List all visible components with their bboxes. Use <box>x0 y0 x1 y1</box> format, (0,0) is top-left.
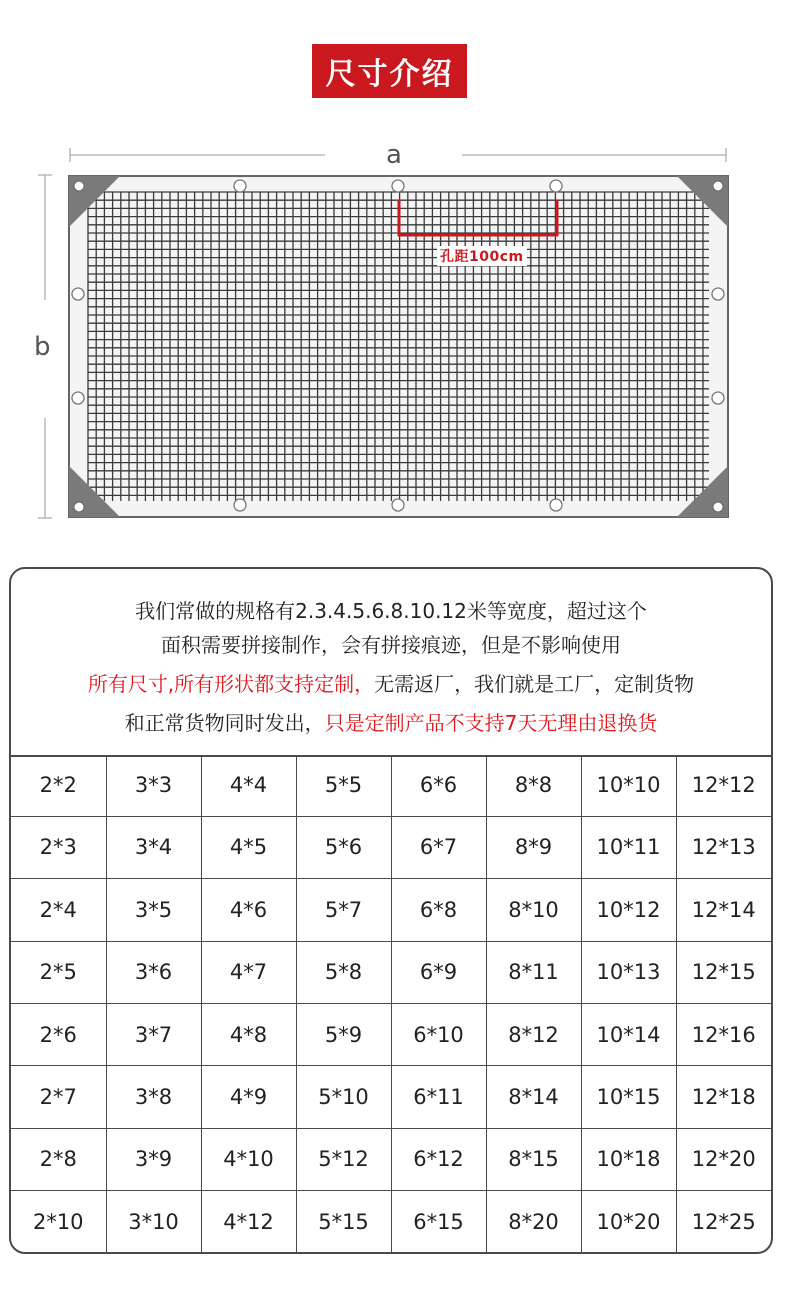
size-cell: 10*18 <box>581 1128 676 1190</box>
size-cell: 8*20 <box>486 1191 581 1252</box>
size-cell: 10*11 <box>581 816 676 878</box>
size-cell: 5*5 <box>296 755 391 816</box>
size-cell: 10*13 <box>581 941 676 1003</box>
size-cell: 2*8 <box>11 1128 106 1190</box>
size-cell: 3*3 <box>106 755 201 816</box>
return-policy-notice: 只是定制产品不支持7天无理由退换货 <box>324 711 658 735</box>
size-cell: 5*9 <box>296 1003 391 1065</box>
size-cell: 2*4 <box>11 879 106 941</box>
size-cell: 5*7 <box>296 879 391 941</box>
size-cell: 6*7 <box>391 816 486 878</box>
size-cell: 8*15 <box>486 1128 581 1190</box>
size-cell: 3*7 <box>106 1003 201 1065</box>
note-line-2: 面积需要拼接制作，会有拼接痕迹，但是不影响使用 <box>161 633 621 657</box>
size-cell: 5*8 <box>296 941 391 1003</box>
width-label: a <box>386 140 402 170</box>
net-illustration <box>0 130 790 530</box>
size-cell: 4*6 <box>201 879 296 941</box>
size-cell: 5*15 <box>296 1191 391 1252</box>
size-cell: 10*20 <box>581 1191 676 1252</box>
size-cell: 4*8 <box>201 1003 296 1065</box>
size-cell: 2*6 <box>11 1003 106 1065</box>
size-cell: 6*15 <box>391 1191 486 1252</box>
shipping-notice: 和正常货物同时发出， <box>124 711 325 735</box>
size-cell: 10*10 <box>581 755 676 816</box>
size-cell: 6*12 <box>391 1128 486 1190</box>
size-cell: 12*25 <box>691 1209 756 1234</box>
size-cell: 3*4 <box>106 816 201 878</box>
size-cell: 6*11 <box>391 1066 486 1128</box>
size-cell: 5*6 <box>296 816 391 878</box>
section-title: 尺寸介绍 <box>312 44 467 98</box>
size-cell: 2*7 <box>11 1066 106 1128</box>
size-row <box>11 879 771 941</box>
size-cell: 2*10 <box>11 1191 106 1252</box>
size-cell: 10*14 <box>581 1003 676 1065</box>
net-size-diagram <box>0 130 790 530</box>
note-line-3 <box>11 668 771 697</box>
size-cell: 6*8 <box>391 879 486 941</box>
size-cell: 12*20 <box>676 1128 771 1190</box>
size-cell: 10*12 <box>581 879 676 941</box>
size-cell: 8*12 <box>486 1003 581 1065</box>
custom-order-note <box>11 569 771 757</box>
size-cell: 6*9 <box>391 941 486 1003</box>
size-cell: 3*9 <box>106 1128 201 1190</box>
size-cell: 8*14 <box>486 1066 581 1128</box>
height-label: b <box>34 332 51 362</box>
size-cell: 5*10 <box>296 1066 391 1128</box>
size-cell: 3*5 <box>106 879 201 941</box>
size-row <box>11 1128 771 1190</box>
size-cell: 2*5 <box>11 941 106 1003</box>
factory-notice: 无需返厂，我们就是工厂，定制货物 <box>374 672 695 696</box>
size-cell: 4*10 <box>201 1128 296 1190</box>
size-cell: 12*14 <box>676 879 771 941</box>
size-table <box>11 755 771 1252</box>
size-cell: 8*10 <box>486 879 581 941</box>
size-cell: 12*16 <box>676 1003 771 1065</box>
size-row <box>11 755 771 816</box>
size-cell: 5*12 <box>296 1128 391 1190</box>
size-cell: 4*4 <box>201 755 296 816</box>
hole-spacing-label: 孔距100cm <box>437 246 527 266</box>
size-cell: 2*2 <box>11 755 106 816</box>
size-cell: 8*8 <box>486 755 581 816</box>
size-cell: 12*15 <box>676 941 771 1003</box>
custom-shape-notice: 所有尺寸,所有形状都支持定制， <box>87 672 375 696</box>
size-cell: 4*12 <box>201 1191 296 1252</box>
size-row <box>11 1066 771 1128</box>
size-cell: 12*12 <box>676 755 771 816</box>
size-cell: 3*6 <box>106 941 201 1003</box>
size-cell: 4*5 <box>201 816 296 878</box>
size-info-panel <box>9 567 773 1254</box>
size-cell: 4*7 <box>201 941 296 1003</box>
note-line-1: 我们常做的规格有2.3.4.5.6.8.10.12米等宽度，超过这个 <box>135 599 647 623</box>
size-cell: 3*8 <box>106 1066 201 1128</box>
size-cell: 12*13 <box>676 816 771 878</box>
size-cell: 6*10 <box>391 1003 486 1065</box>
note-line-4 <box>11 707 771 736</box>
size-row <box>11 941 771 1003</box>
size-row <box>11 1191 771 1252</box>
size-cell: 12*18 <box>676 1066 771 1128</box>
size-row <box>11 1003 771 1065</box>
size-cell: 8*11 <box>486 941 581 1003</box>
size-cell: 6*6 <box>391 755 486 816</box>
size-cell: 4*9 <box>201 1066 296 1128</box>
size-row <box>11 816 771 878</box>
size-cell: 3*10 <box>106 1191 201 1252</box>
size-cell: 8*9 <box>486 816 581 878</box>
size-cell: 2*3 <box>11 816 106 878</box>
size-cell: 10*15 <box>581 1066 676 1128</box>
